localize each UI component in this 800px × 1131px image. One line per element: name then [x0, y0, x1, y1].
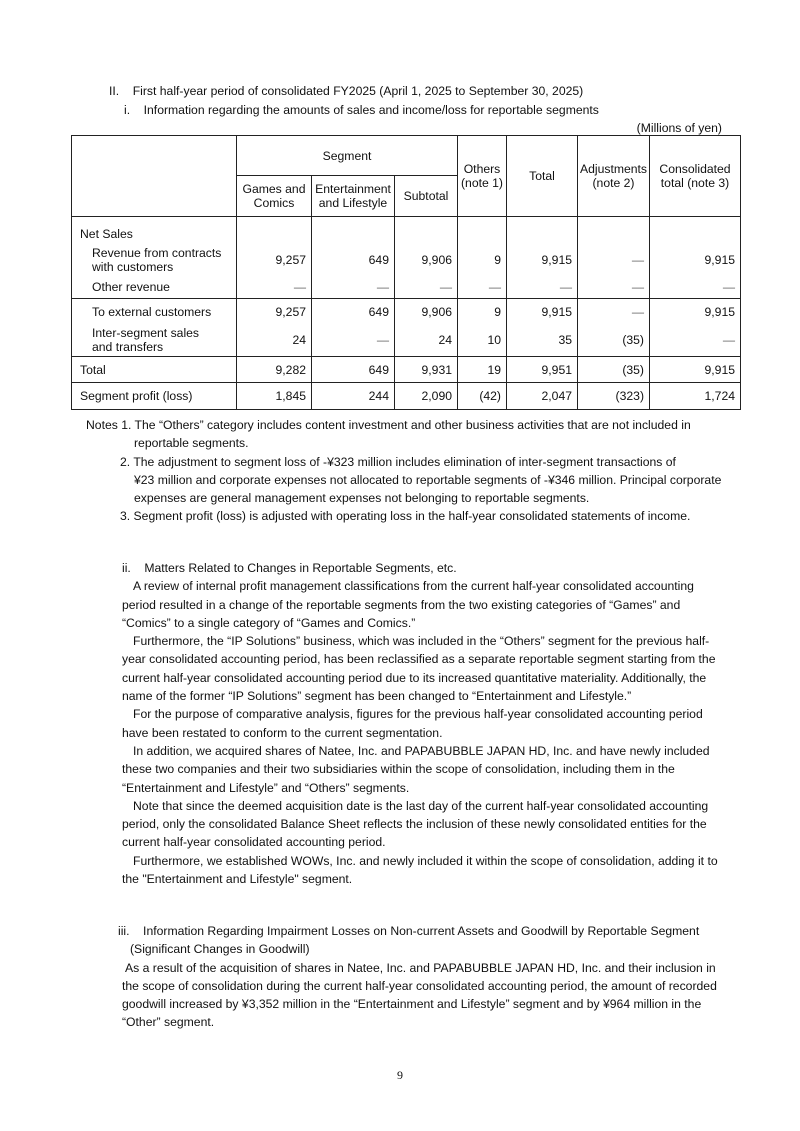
cell: ―: [395, 277, 458, 299]
cell: ―: [578, 299, 650, 325]
note-line: 2. The adjustment to segment loss of -¥323 million includes elimination of inter-segment transactions of: [120, 454, 676, 469]
cell: 9,915: [507, 299, 578, 325]
cell: ―: [578, 243, 650, 277]
net-sales-label: Net Sales: [72, 217, 237, 243]
body-line: goodwill increased by ¥3,352 million in the “Entertainment and Lifestyle” segment and by ¥964 million in the: [122, 997, 702, 1012]
cell: (35): [578, 357, 650, 383]
cell: 649: [312, 299, 395, 325]
cell: (35): [578, 325, 650, 357]
cell: 19: [458, 357, 507, 383]
cell: 9,931: [395, 357, 458, 383]
cell: ―: [312, 325, 395, 357]
body-line: period resulted in a change of the reportable segments from the two existing categories of “Games” and: [122, 597, 681, 612]
body-line: the "Entertainment and Lifestyle" segment.: [122, 872, 353, 887]
body-line: As a result of the acquisition of shares in Natee, Inc. and PAPABUBBLE JAPAN HD, Inc. and their inclusion in: [125, 960, 716, 975]
cell: ―: [312, 277, 395, 299]
row-label: Revenue from contracts with customers: [72, 243, 237, 277]
cell: 9,915: [650, 243, 741, 277]
body-line: “Other” segment.: [122, 1015, 215, 1030]
body-line: For the purpose of comparative analysis, figures for the previous half-year consolidated accounting period: [133, 707, 703, 722]
page-number: 9: [397, 1068, 403, 1082]
body-line: current half-year consolidated accounting period.: [122, 835, 386, 850]
note-line: ¥23 million and corporate expenses not allocated to reportable segments of -¥346 million. Principal corporate: [134, 472, 722, 487]
body-line: Furthermore, we established WOWs, Inc. and newly included it within the scope of consolidation, adding it to: [133, 853, 718, 868]
cell: 9,951: [507, 357, 578, 383]
body-line: name of the former “IP Solutions” segment has been changed to “Entertainment and Lifestyle.”: [122, 689, 632, 704]
header-segment: Segment: [237, 136, 458, 176]
cell: 9: [458, 299, 507, 325]
cell: 9,906: [395, 299, 458, 325]
cell: 9,257: [237, 299, 312, 325]
body-line: A review of internal profit management classifications from the current half-year consolidated accounting: [133, 579, 694, 594]
row-label: Total: [72, 357, 237, 383]
table-notes: [86, 416, 726, 526]
body-line: In addition, we acquired shares of Natee, Inc. and PAPABUBBLE JAPAN HD, Inc. and have newly included: [133, 743, 710, 758]
row-label: Segment profit (loss): [72, 383, 237, 410]
section-segment-changes: [122, 559, 722, 888]
note-line: Notes 1. The “Others” category includes content investment and other business activities that are not included in: [86, 418, 691, 432]
section-subheading: (Significant Changes in Goodwill): [130, 942, 310, 957]
note-line: 3. Segment profit (loss) is adjusted with operating loss in the half-year consolidated statements of income.: [120, 509, 691, 524]
cell: 9,915: [650, 299, 741, 325]
header-total: Total: [507, 136, 578, 217]
table-row: [72, 357, 741, 383]
cell: 9,906: [395, 243, 458, 277]
header-blank-lower: [72, 176, 237, 217]
cell: ―: [650, 277, 741, 299]
row-label: Other revenue: [72, 277, 237, 299]
note-line: reportable segments.: [134, 436, 249, 451]
units-label: (Millions of yen): [636, 121, 722, 135]
body-line: period, only the consolidated Balance Sheet reflects the inclusion of these newly consolidated entities for the: [122, 817, 707, 832]
body-line: “Comics” to a single category of “Games and Comics.”: [122, 615, 416, 630]
table-row: [72, 325, 741, 357]
row-label: To external customers: [72, 299, 237, 325]
subsection-heading: i. Information regarding the amounts of sales and income/loss for reportable segments: [124, 103, 599, 117]
body-line: year consolidated accounting period, has been reclassified as a separate reportable segment starting from the: [122, 652, 716, 667]
cell: 1,724: [650, 383, 741, 410]
table-row: [72, 243, 741, 277]
header-blank: [72, 136, 237, 176]
body-line: these two companies and their two subsidiaries within the scope of consolidation, including them in the: [122, 762, 675, 777]
header-subtotal: Subtotal: [395, 176, 458, 217]
table-row: [72, 299, 741, 325]
body-line: current half-year consolidated accounting period due to its increased quantitative materiality. Additionally, the: [122, 670, 707, 685]
cell: 649: [312, 357, 395, 383]
cell: 10: [458, 325, 507, 357]
cell: 24: [237, 325, 312, 357]
cell: 24: [395, 325, 458, 357]
cell: 1,845: [237, 383, 312, 410]
body-line: have been restated to conform to the current segmentation.: [122, 725, 443, 740]
body-line: the scope of consolidation during the current half-year consolidated accounting period, the amount of recorded: [122, 978, 717, 993]
cell: (42): [458, 383, 507, 410]
segment-table: [71, 135, 741, 410]
section-heading-ii: ii. Matters Related to Changes in Reportable Segments, etc.: [122, 561, 457, 575]
header-games-comics: Games and Comics: [237, 176, 312, 217]
cell: 9,915: [650, 357, 741, 383]
cell: 35: [507, 325, 578, 357]
note-line: expenses are general management expenses not belonging to reportable segments.: [134, 491, 590, 506]
cell: 244: [312, 383, 395, 410]
table-row: [72, 383, 741, 410]
header-consolidated: Consolidated total (note 3): [650, 136, 741, 217]
body-line: Furthermore, the “IP Solutions” business, which was included in the “Others” segment for the previous half-: [133, 634, 710, 649]
section-heading: II. First half-year period of consolidated FY2025 (April 1, 2025 to September 30, 2025): [109, 84, 584, 98]
cell: 9,915: [507, 243, 578, 277]
cell: ―: [237, 277, 312, 299]
cell: 9,257: [237, 243, 312, 277]
cell: 649: [312, 243, 395, 277]
cell: ―: [578, 277, 650, 299]
header-entertainment: Entertainment and Lifestyle: [312, 176, 395, 217]
header-others: Others (note 1): [458, 136, 507, 217]
cell: ―: [458, 277, 507, 299]
cell: 9: [458, 243, 507, 277]
cell: 9,282: [237, 357, 312, 383]
cell: 2,047: [507, 383, 578, 410]
cell: 2,090: [395, 383, 458, 410]
body-line: Note that since the deemed acquisition date is the last day of the current half-year consolidated accounting: [133, 798, 709, 813]
cell: (323): [578, 383, 650, 410]
row-label: Inter-segment sales and transfers: [72, 325, 237, 357]
body-line: “Entertainment and Lifestyle” and “Others” segments.: [122, 780, 410, 795]
table-row: [72, 277, 741, 299]
section-heading-iii: iii. Information Regarding Impairment Losses on Non-current Assets and Goodwill by Reportable Segment: [118, 924, 700, 938]
cell: ―: [650, 325, 741, 357]
header-adjustments: Adjustments (note 2): [578, 136, 650, 217]
cell: ―: [507, 277, 578, 299]
section-goodwill: [118, 922, 723, 1032]
